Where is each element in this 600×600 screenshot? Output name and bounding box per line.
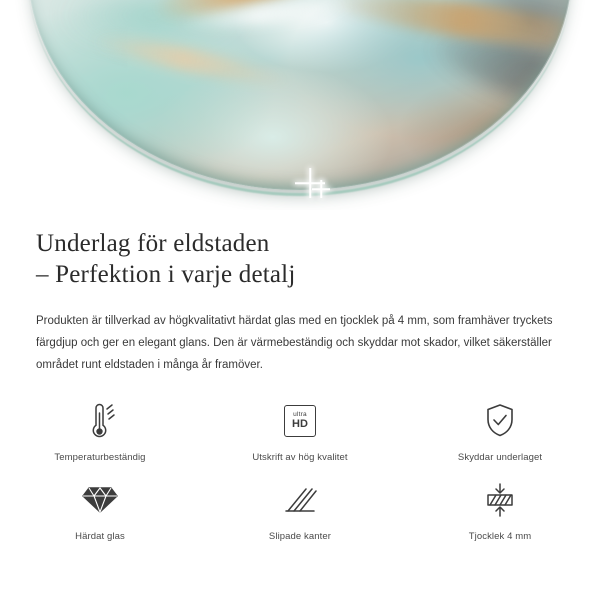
- thickness-arrows-icon: [481, 477, 519, 523]
- feature-label: Tjocklek 4 mm: [468, 531, 532, 542]
- thermometer-icon: [83, 398, 117, 444]
- feature-item-temperature: [0, 398, 200, 463]
- polished-edges-icon: [282, 477, 318, 523]
- shield-check-icon: [483, 398, 517, 444]
- ultra-hd-badge-top: ultra: [293, 410, 307, 418]
- page-title-line2: – Perfektion i varje detalj: [36, 261, 296, 288]
- feature-grid: [0, 398, 600, 542]
- feature-item-polished-edges: [200, 477, 400, 542]
- ultra-hd-icon: [284, 398, 316, 444]
- feature-item-thickness: [400, 477, 600, 542]
- feature-label: Slipade kanter: [268, 531, 332, 542]
- diamond-icon: [81, 477, 119, 523]
- feature-label: Härdat glas: [75, 531, 125, 542]
- ultra-hd-badge-bottom: HD: [292, 418, 308, 431]
- page-title-line1: Underlag för eldstaden: [36, 230, 270, 257]
- feature-label: Skyddar underlaget: [457, 452, 543, 463]
- feature-item-tempered-glass: [0, 477, 200, 542]
- feature-item-protects-surface: [400, 398, 600, 463]
- feature-label: Utskrift av hög kvalitet: [252, 452, 348, 463]
- hero-image: [0, 0, 600, 210]
- feature-label: Temperaturbeständig: [54, 452, 146, 463]
- description-paragraph: Produkten är tillverkad av högkvalitativt härdat glas med en tjocklek på 4 mm, som framhäver tryckets färgdjup och ger en elegant glans. Den är värmebeständig och skyddar mot skador, vilket säkerställer området runt eldstaden i många år framöver.: [36, 315, 553, 371]
- feature-item-print-quality: [200, 398, 400, 463]
- content-block: [0, 228, 600, 376]
- page-title: [36, 228, 600, 290]
- product-round-glass-mat: [28, 0, 572, 190]
